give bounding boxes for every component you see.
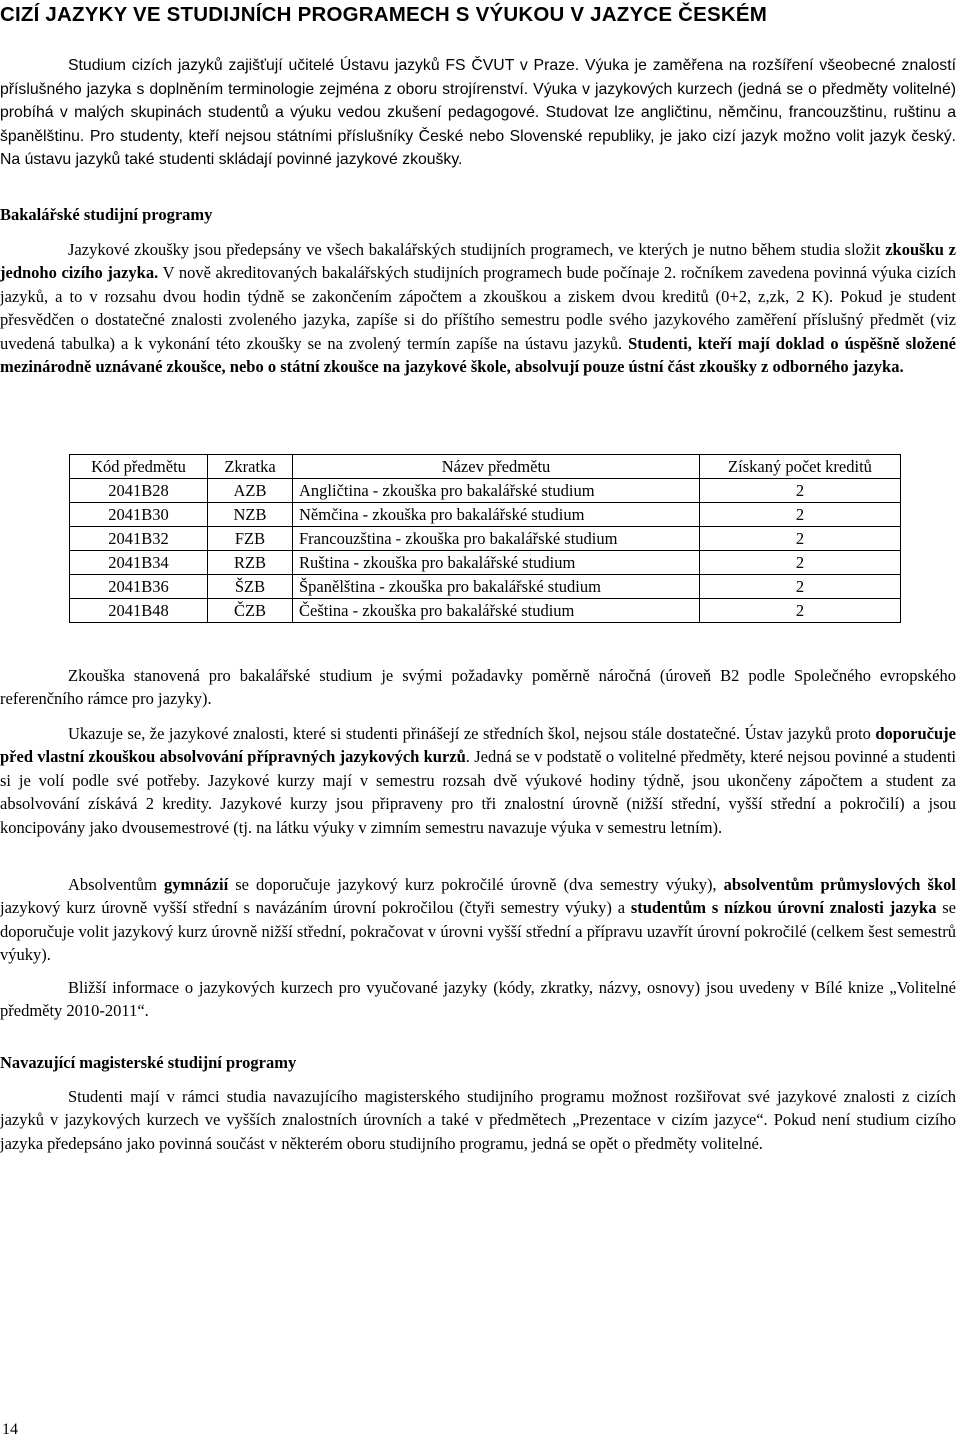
courses-text-a: Ukazuje se, že jazykové znalosti, které si studenti přinášejí ze středních škol, nejsou stále dostatečné. Ústav jazyků proto — [68, 724, 876, 743]
cell-code: 2041B34 — [70, 551, 208, 575]
bachelor-text-c: V nově akreditovaných bakalářských studijních programech bude počínaje 2. ročníkem zavedena povinná výuka cizích jazyků, a to v rozsahu dvou hodin týdně se zakončením zápočtem a zkouškou a ziskem dvou kreditů (0+2, z,zk, 2 K). Pokud je student přesvědčen o dostatečné znalosti zvoleného jazyka, zapíše si do příštího semestru podle svého jazykového zaměření příslušný předmět (viz uvedená tabulka) a k vykonání této zkoušky se na zvolený termín zapíše na ústavu jazyků. — [0, 263, 956, 353]
cell-credits: 2 — [700, 575, 901, 599]
cell-name: Francouzština - zkouška pro bakalářské studium — [293, 527, 700, 551]
cell-code: 2041B32 — [70, 527, 208, 551]
page-number: 14 — [2, 1421, 18, 1438]
cell-abbr: AZB — [208, 479, 293, 503]
cell-abbr: NZB — [208, 503, 293, 527]
bachelor-text-a: Jazykové zkoušky jsou předepsány ve všech bakalářských studijních programech, ve kterých je nutno během studia složit — [68, 240, 886, 259]
table-row — [70, 527, 901, 551]
graduates-text-e: jazykový kurz úrovně vyšší střední s navázáním úrovní pokročilou (čtyři semestry výuky) a — [0, 898, 631, 918]
more-info-paragraph: Bližší informace o jazykových kurzech pro vyučované jazyky (kódy, zkratky, názvy, osnovy) jsou uvedeny v Bílé knize „Volitelné předměty 2010-2011“. — [0, 978, 956, 1021]
bachelor-heading: Bakalářské studijní programy — [0, 205, 213, 224]
graduates-text-g: se doporučuje volit jazykový kurz úrovně nižší střední, pokračovat v úrovni vyšší střední a přípravu uzavřít úrovní pokročilé (celkem šest semestrů výuky). — [0, 898, 957, 965]
cell-name: Němčina - zkouška pro bakalářské studium — [293, 503, 700, 527]
cell-abbr: ŠZB — [208, 575, 293, 599]
master-paragraph: Studenti mají v rámci studia navazujícího magisterského studijního programu možnost rozšiřovat své jazykové znalosti z cizích jazyků v jazykových kurzech ve vyšších znalostních úrovních a také v předmětech „Prezentace v cizím jazyce“. Pokud není studium cizího jazyka předepsáno jako povinná součást v některém oboru studijního programu, jedná se opět o předměty volitelné. — [0, 1087, 956, 1153]
graduates-text-d: absolventům průmyslových škol — [723, 875, 956, 894]
col-header-abbr: Zkratka — [208, 455, 293, 479]
cell-name: Čeština - zkouška pro bakalářské studium — [293, 599, 700, 623]
table-header-row — [70, 455, 901, 479]
cell-name: Ruština - zkouška pro bakalářské studium — [293, 551, 700, 575]
courses-text-c: . Jedná se v podstatě o volitelné předměty, které nejsou povinné a studenti si je volí podle své potřeby. Jazykové kurzy mají v semestru rozsah dvě výukové hodiny týdně, jsou ukončeny zápočtem a student za absolvování získává 2 kredity. Jazykové kurzy jsou připraveny pro tři znalostní úrovně (nižší střední, vyšší střední a pokročilí) a jsou koncipovány jako dvousemestrové (tj. na látku výuky v zimním semestru navazuje výuka v semestru letním). — [0, 747, 956, 837]
cell-abbr: ČZB — [208, 599, 293, 623]
bachelor-paragraph — [0, 238, 956, 378]
graduates-text-b: gymnázií — [164, 875, 229, 894]
cell-credits: 2 — [700, 599, 901, 623]
col-header-credits: Získaný počet kreditů — [700, 455, 901, 479]
table-row — [70, 599, 901, 623]
cell-credits: 2 — [700, 503, 901, 527]
table-row — [70, 503, 901, 527]
table-row — [70, 575, 901, 599]
courses-paragraph — [0, 722, 956, 839]
graduates-text-c: se doporučuje jazykový kurz pokročilé úrovně (dva semestry výuky), — [228, 875, 724, 894]
graduates-paragraph — [0, 873, 956, 967]
cell-code: 2041B28 — [70, 479, 208, 503]
cell-credits: 2 — [700, 479, 901, 503]
cell-code: 2041B36 — [70, 575, 208, 599]
master-heading: Navazující magisterské studijní programy — [0, 1053, 297, 1072]
col-header-code: Kód předmětu — [70, 455, 208, 479]
cell-abbr: FZB — [208, 527, 293, 551]
intro-paragraph — [0, 54, 956, 172]
intro-text-1: Studium cizích jazyků zajišťují učitelé Ústavu jazyků FS ČVUT v Praze. Výuka je zaměřena na rozšíření všeobecné znalostí příslušného jazyka s doplněním terminologie zejména z oboru strojírenství. Výuka v jazykových kurzech (jedná se o předměty volitelné) probíhá v malých skupinách studentů a výuku vedou zkušení pedagogové. Studovat lze angličtinu, němčinu, francouzštinu, ruštinu a španělštinu. — [0, 57, 956, 145]
cell-code: 2041B30 — [70, 503, 208, 527]
graduates-text-a: Absolventům — [68, 875, 164, 894]
courses-text-b: doporučuje před vlastní zkouškou absolvování přípravných jazykových kurzů — [0, 724, 956, 767]
col-header-name: Název předmětu — [293, 455, 700, 479]
cell-credits: 2 — [700, 527, 901, 551]
bachelor-text-b: zkoušku z jednoho cizího jazyka. — [0, 240, 956, 283]
cell-name: Španělština - zkouška pro bakalářské studium — [293, 575, 700, 599]
table-row — [70, 551, 901, 575]
bachelor-text-d: Studenti, kteří mají doklad o úspěšně složené mezinárodně uznávané zkoušce, nebo o státní zkoušce na jazykové škole, absolvují pouze ústní část zkoušky z odborného jazyka. — [0, 333, 956, 377]
page-title: CIZÍ JAZYKY VE STUDIJNÍCH PROGRAMECH S VÝUKOU V JAZYCE ČESKÉM — [0, 3, 768, 26]
cell-code: 2041B48 — [70, 599, 208, 623]
intro-text-2: Pro studenty, kteří nejsou státními příslušníky České nebo Slovenské republiky, je jako cizí jazyk možno volit jazyk český. Na ústavu jazyků také studenti skládají povinné jazykové zkoušky. — [0, 127, 956, 168]
cell-credits: 2 — [700, 551, 901, 575]
exam-table — [69, 454, 901, 623]
graduates-text-f: studentům s nízkou úrovní znalosti jazyka — [630, 898, 937, 918]
table-row — [70, 479, 901, 503]
exam-difficulty-paragraph: Zkouška stanovená pro bakalářské studium je svými požadavky poměrně náročná (úroveň B2 podle Společného evropského referenčního rámce pro jazyky). — [0, 666, 956, 709]
cell-abbr: RZB — [208, 551, 293, 575]
cell-name: Angličtina - zkouška pro bakalářské studium — [293, 479, 700, 503]
